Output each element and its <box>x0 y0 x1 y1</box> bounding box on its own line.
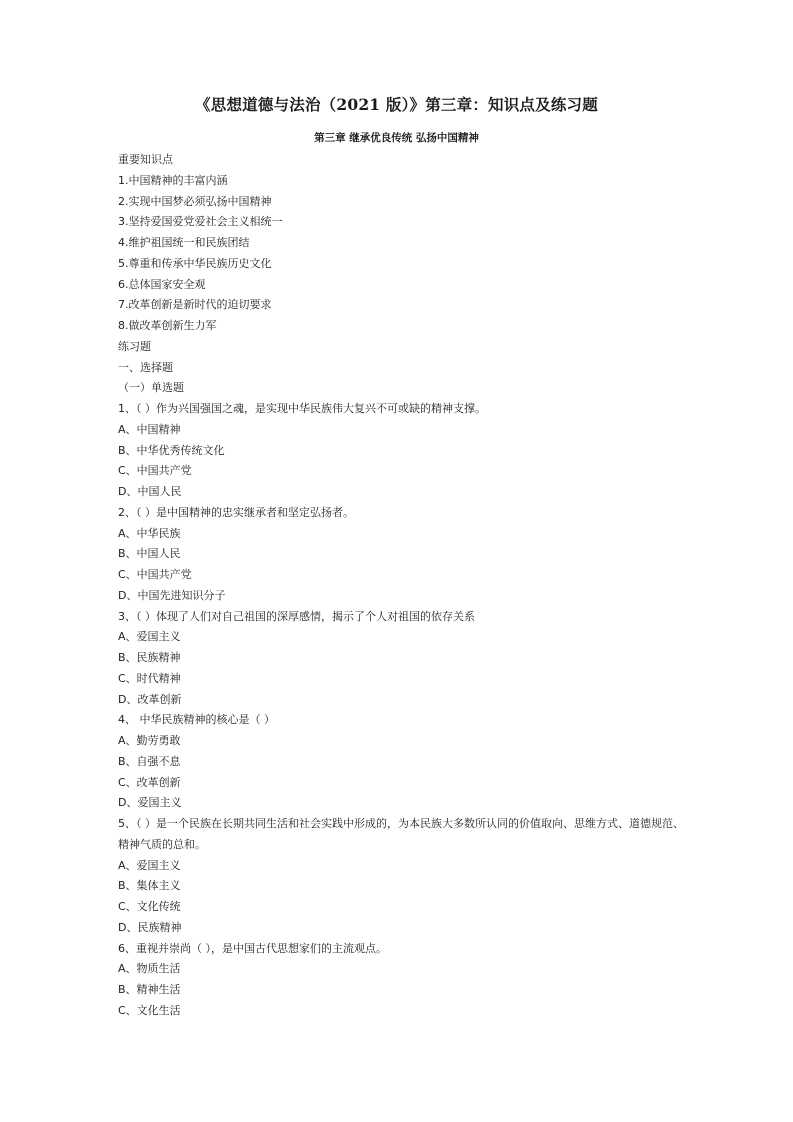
knowledge-point: 8.做改革创新生力军 <box>118 319 217 332</box>
question-option: B、精神生活 <box>118 983 181 996</box>
question-stem: 5、（ ）是一个民族在长期共同生活和社会实践中形成的，为本民族大多数所认同的价值取向、思维方式、道德规范、精神气质的总和。 <box>118 817 684 851</box>
document-title: 《思想道德与法治（2021 版）》第三章：知识点及练习题 <box>195 95 598 114</box>
question-stem: 2、（ ）是中国精神的忠实继承者和坚定弘扬者。 <box>118 505 354 519</box>
question-option: A、物质生活 <box>118 962 181 976</box>
question-option: A、勤劳勇敢 <box>118 734 181 747</box>
question-option: A、爱国主义 <box>118 630 181 644</box>
question-stem: 3、（ ）体现了人们对自己祖国的深厚感情，揭示了个人对祖国的依存关系 <box>118 609 475 623</box>
question-stem: 6、重视并崇尚（ ），是中国古代思想家们的主流观点。 <box>118 941 387 955</box>
section-heading: 一、选择题 <box>118 360 173 374</box>
exercise-heading: 练习题 <box>118 339 151 353</box>
question-option: B、自强不息 <box>118 754 181 768</box>
question-option: D、改革创新 <box>118 692 182 706</box>
question-option: D、中国人民 <box>118 485 182 498</box>
question-option: B、集体主义 <box>118 879 181 893</box>
question-option: B、中国人民 <box>118 547 181 561</box>
question-option: A、中国精神 <box>118 422 181 436</box>
subsection-heading: （一）单选题 <box>118 381 184 395</box>
question-option: B、民族精神 <box>118 651 181 664</box>
knowledge-point: 2.实现中国梦必须弘扬中国精神 <box>118 194 272 208</box>
knowledge-point: 7.改革创新是新时代的迫切要求 <box>118 298 272 312</box>
question-1 <box>118 399 688 503</box>
question-5 <box>118 814 688 939</box>
question-stem: 1、（ ）作为兴国强国之魂，是实现中华民族伟大复兴不可或缺的精神支撑。 <box>118 402 486 415</box>
knowledge-point: 6.总体国家安全观 <box>118 277 206 291</box>
question-3 <box>118 607 688 711</box>
question-4 <box>118 710 688 814</box>
question-2 <box>118 503 688 607</box>
question-option: C、时代精神 <box>118 671 181 685</box>
question-option: A、中华民族 <box>118 526 181 540</box>
question-6 <box>118 939 688 1022</box>
knowledge-list <box>118 171 688 337</box>
question-stem: 4、 中华民族精神的核心是（ ） <box>118 713 275 727</box>
question-option: C、中国共产党 <box>118 568 192 581</box>
question-option: D、爱国主义 <box>118 796 182 810</box>
knowledge-point: 3.坚持爱国爱党爱社会主义相统一 <box>118 215 283 229</box>
knowledge-point: 1.中国精神的丰富内涵 <box>118 173 228 187</box>
question-option: C、文化传统 <box>118 900 181 913</box>
knowledge-point: 4.维护祖国统一和民族团结 <box>118 236 250 249</box>
chapter-subtitle: 第三章 继承优良传统 弘扬中国精神 <box>314 132 479 144</box>
knowledge-heading: 重要知识点 <box>118 153 173 166</box>
document-body <box>118 150 688 1022</box>
question-option: B、中华优秀传统文化 <box>118 443 225 457</box>
question-option: C、文化生活 <box>118 1003 181 1017</box>
question-option: C、改革创新 <box>118 775 181 789</box>
question-option: A、爱国主义 <box>118 858 181 872</box>
question-option: D、中国先进知识分子 <box>118 588 226 602</box>
question-option: C、中国共产党 <box>118 464 192 478</box>
question-option: D、民族精神 <box>118 920 182 934</box>
knowledge-point: 5.尊重和传承中华民族历史文化 <box>118 256 272 270</box>
